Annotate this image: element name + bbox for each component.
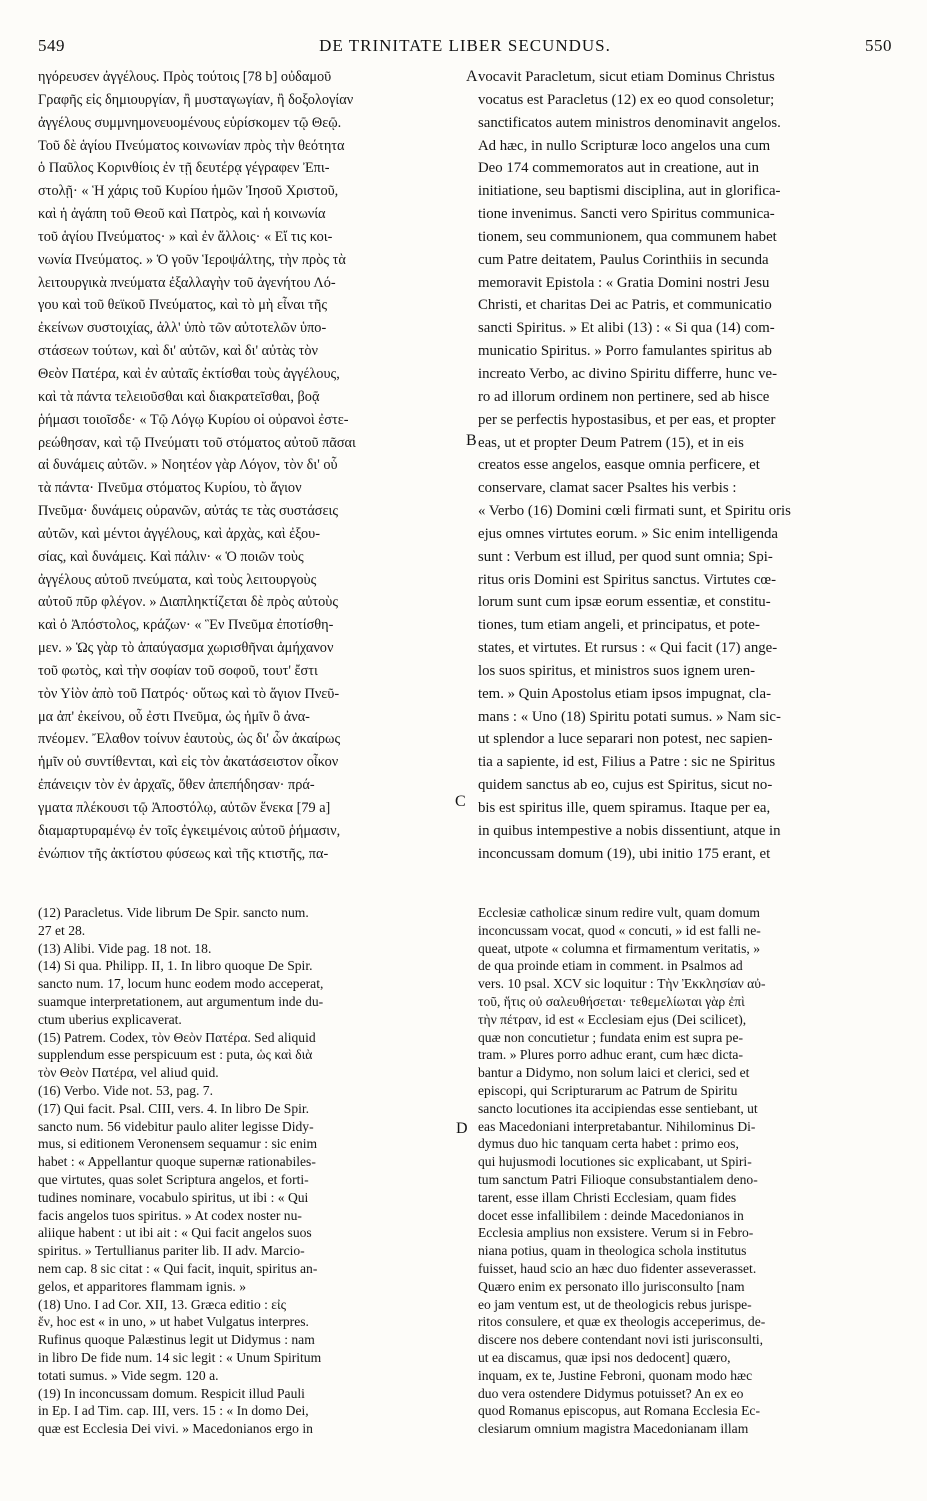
greek-text-line: αἱ δυνάμεις αὐτῶν. » Νοητέον γὰρ Λόγον, τὸν δι' οὗ <box>38 457 338 474</box>
footnote-line: inconcussam vocat, quod « concuti, » id est falli ne- <box>478 922 761 938</box>
latin-text-line: bis est spiritus ille, quem spiramus. Itaque per ea, <box>478 800 771 816</box>
latin-text-line: mans : « Uno (18) Spiritu potati sumus. » Nam sic- <box>478 708 781 725</box>
greek-text-line: στολῇ· « Ἡ χάρις τοῦ Κυρίου ἡμῶν Ἰησοῦ Χριστοῦ, <box>38 183 339 200</box>
footnote-line: Quæro enim ex personato illo jurisconsulto [nam <box>478 1278 745 1294</box>
running-title: DE TRINITATE LIBER SECUNDUS. <box>319 36 611 55</box>
greek-text-line: μα ἀπ' ἐκείνου, οὗ ἐστι Πνεῦμα, ὡς ἡμῖν ὃ ἀνα- <box>38 708 310 725</box>
greek-text-line: αὐτῶν, καὶ μέντοι ἀγγέλους, καὶ ἀρχὰς, καὶ ἐξου- <box>38 525 320 542</box>
footnote-line: quod Romanus episcopus, aut Romana Ecclesia Ec- <box>478 1403 760 1419</box>
footnote-line: duo vera ostendere Didymus potuisset? An ex eo <box>478 1385 744 1401</box>
greek-text-line: γου καὶ τοῦ θεϊκοῦ Πνεύματος, καὶ τὸ μὴ εἶναι τῆς <box>38 297 328 314</box>
latin-text-line: vocavit Paracletum, sicut etiam Dominus Christus <box>478 69 775 85</box>
footnote-line: ἕν, hoc est « in uno, » ut habet Vulgatus interpres. <box>38 1314 309 1330</box>
footnote-line: sancto locutiones ita accipiendas esse sentiebant, ut <box>478 1100 758 1116</box>
latin-text-line: los suos spiritus, et ministros suos ignem uren- <box>478 662 756 679</box>
greek-text-line: ἐκείνων συστοιχίας, ἀλλ' ὑπὸ τῶν αὐτοτελῶν ὑπο- <box>38 320 327 337</box>
footnote-line: (19) In inconcussam domum. Respicit illud Pauli <box>38 1385 305 1401</box>
footnote-line: bantur a Didymo, non solum laici et clerici, sed et <box>478 1065 750 1081</box>
latin-text-line: vocatus est Paracletus (12) ex eo quod consoletur; <box>478 91 775 108</box>
footnote-line: quæ est Ecclesia Dei vivi. » Macedonianos ergo in <box>38 1421 313 1437</box>
greek-text-line: Τοῦ δὲ ἁγίου Πνεύματος κοινωνίαν πρὸς τὴν θεότητα <box>38 137 345 154</box>
latin-text-column <box>478 66 892 866</box>
latin-text-line: « Verbo (16) Domini cœli firmati sunt, et Spiritu oris <box>478 503 791 520</box>
greek-text-line: Γραφῆς εἰς δημιουργίαν, ἢ μυσταγωγίαν, ἢ δοξολογίαν <box>38 91 354 108</box>
latin-text-line: ut splendor a luce separari non potest, nec sapien- <box>478 731 773 748</box>
footnote-line: gelos, et apparitores flammam ignis. » <box>38 1278 247 1294</box>
greek-text-line: ὁ Παῦλος Κορινθίοις ἐν τῇ δευτέρᾳ γέγραφεν Ἐπι- <box>38 160 330 177</box>
latin-text-line: Christi, et charitas Dei ac Patris, et communicatio <box>478 297 772 314</box>
footnote-line: ut ea discamus, quæ ipsi nos dedocent] quæro, <box>478 1349 731 1365</box>
footnote-line: mus, si editionem Veronensem sequamur : sic enim <box>38 1136 318 1152</box>
greek-text-line: διαμαρτυραμένῳ ἐν τοῖς ἐγκειμένοις αὐτοῦ ῥήμασιν, <box>38 822 341 839</box>
footnote-line: Ecclesia amplius non exsistere. Verum si in Febro- <box>478 1225 754 1241</box>
footnote-line: (12) Paracletus. Vide librum De Spir. sancto num. <box>38 905 309 920</box>
footnote-line: in Ep. I ad Tim. cap. III, vers. 15 : « In domo Dei, <box>38 1403 309 1419</box>
greek-text-line: ἐπάνειςιν τὸν ἐν ἀρχαῖς, ὅθεν ἀπεπήδησαν· πρά- <box>38 777 315 794</box>
footnote-line: inquam, ex te, Justine Febroni, quonam modo hæc <box>478 1367 753 1383</box>
footnote-line: nem cap. 8 sic citat : « Qui facit, inquit, spiritus an- <box>38 1260 318 1276</box>
latin-text-line: eas, ut et propter Deum Patrem (15), et in eis <box>478 434 744 451</box>
latin-text-line: states, et virtutes. Et rursus : « Qui facit (17) ange- <box>478 640 778 657</box>
latin-text-line: inconcussam domum (19), ubi initio 175 erant, et <box>478 845 771 862</box>
footnote-line: τὸν Θεὸν Πατέρα, vel aliud quid. <box>38 1065 219 1081</box>
footnote-line: de qua proinde etiam in comment. in Psalmos ad <box>478 958 743 974</box>
greek-text-line: καὶ τὰ πάντα τελειοῦσθαι καὶ διακρατεῖσθαι, βοᾷ <box>38 388 320 405</box>
footnote-line: dymus duo hic tanquam certa habet : primo eos, <box>478 1136 739 1152</box>
greek-text-line: τοῦ ἁγίου Πνεύματος· » καὶ ἐν ἄλλοις· « Εἴ τις κοι- <box>38 228 333 245</box>
footnote-line: (18) Uno. I ad Cor. XII, 13. Græca editio : εἰς <box>38 1296 287 1312</box>
footnote-line: (13) Alibi. Vide pag. 18 not. 18. <box>38 940 212 956</box>
page-number-left: 549 <box>38 36 65 55</box>
greek-text-line: αὐτοῦ πῦρ φλέγον. » Διαπληκτίζεται δὲ πρὸς αὐτοὺς <box>38 594 338 611</box>
footnote-line: suamque interpretationem, aut argumentum inde du- <box>38 993 324 1009</box>
footnote-line: 27 et 28. <box>38 922 86 938</box>
greek-text-line: μεν. » Ὡς γὰρ τὸ ἀπαύγασμα χωρισθῆναι ἀμήχανον <box>38 640 334 657</box>
latin-text-line: tionem, seu communionem, qua communem habet <box>478 228 777 245</box>
greek-text-line: σίας, καὶ δυνάμεις. Καὶ πάλιν· « Ὁ ποιῶν τοὺς <box>38 548 304 565</box>
greek-text-line: τὸν Υἱὸν ἀπὸ τοῦ Πατρός· οὕτως καὶ τὸ ἅγιον Πνεῦ- <box>38 685 340 702</box>
latin-text-line: ro ad illorum ordinem non pertinere, sed ab hisce <box>478 388 770 405</box>
footnote-line: (17) Qui facit. Psal. CIII, vers. 4. In libro De Spir. <box>38 1100 310 1116</box>
latin-text-line: creatos esse angelos, easque omnia perficere, et <box>478 457 760 474</box>
footnote-line: Rufinus quoque Palæstinus legit ut Didymus : nam <box>38 1332 315 1348</box>
greek-text-line: Θεὸν Πατέρα, καὶ ἐν αὐταῖς ἐκτίσθαι τοὺς ἀγγέλους, <box>38 365 340 382</box>
greek-text-line: Πνεῦμα· δυνάμεις οὐρανῶν, αὐτάς τε τὰς συστάσεις <box>38 503 339 520</box>
footnote-line: tarent, esse illam Christi Ecclesiam, quam fides <box>478 1189 737 1205</box>
greek-text-line: ρεώθησαν, καὶ τῷ Πνεύματι τοῦ στόματος αὐτοῦ πᾶσαι <box>38 434 356 451</box>
footnote-line: qui hujusmodi locutiones sic explicabant, ut Spiri- <box>478 1154 752 1170</box>
greek-text-line: ἀγγέλους συμμνημονευομένους εὑρίσκομεν τῷ Θεῷ. <box>38 114 342 131</box>
latin-text-line: tione invenimus. Sancti vero Spiritus communica- <box>478 206 775 223</box>
greek-text-line: τοῦ φωτὸς, καὶ τὴν σοφίαν τοῦ σοφοῦ, τουτ' ἔστι <box>38 662 318 679</box>
latin-text-line: ejus omnes virtutes eorum. » Sic enim intelligenda <box>478 525 778 542</box>
latin-text-line: Deo 174 commemoratos aut in creatione, aut in <box>478 160 760 177</box>
page-number-right: 550 <box>865 36 892 55</box>
running-header <box>38 36 892 60</box>
footnote-line: ctum uberius explicaverat. <box>38 1011 182 1027</box>
footnote-line: supplendum esse perspicuum est : puta, ὡς καὶ διὰ <box>38 1047 313 1063</box>
footnote-line: clesiarum omnium magistra Macedonianam illam <box>478 1421 749 1437</box>
greek-text-line: καὶ ὁ Ἀπόστολος, κράζων· « Ἓν Πνεῦμα ἐποτίσθη- <box>38 617 334 634</box>
greek-text-line: ἐνώπιον τῆς ἀκτίστου φύσεως καὶ τῆς κτιστῆς, πα- <box>38 845 329 862</box>
footnote-line: totati sumus. » Vide segm. 120 a. <box>38 1367 219 1383</box>
footnote-line: Ecclesiæ catholicæ sinum redire vult, quam domum <box>478 905 761 920</box>
latin-text-line: conservare, clamat sacer Psaltes his verbis : <box>478 480 737 497</box>
footnote-line: eo jam ventum est, ut de theologicis rebus jurispe- <box>478 1296 752 1312</box>
greek-text-line: ἀγγέλους αὐτοῦ πνεύματα, καὶ τοὺς λειτουργοὺς <box>38 571 317 588</box>
latin-text-line: in quibus intempestive a nobis dissentiunt, atque in <box>478 822 781 839</box>
margin-letter-d: D <box>456 1120 468 1137</box>
footnote-line: sancto num. 56 videbitur paulo aliter legisse Didy- <box>38 1118 314 1134</box>
footnote-line: fuisset, haud scio an hæc duo fidenter asseverasset. <box>478 1260 757 1276</box>
latin-text-line: tiones, tum etiam angeli, et principatus, et pote- <box>478 617 760 634</box>
latin-text-line: sanctificatos autem ministros denominavit angelos. <box>478 114 781 131</box>
footnote-line: habet : « Appellantur quoque supernæ rationabiles- <box>38 1154 316 1170</box>
greek-text-line: νωνία Πνεύματος. » Ὁ γοῦν Ἱεροψάλτης, τὴν πρὸς τὰ <box>38 251 346 268</box>
footnote-line: in libro De fide num. 14 sic legit : « Unum Spiritum <box>38 1349 322 1365</box>
footnote-line: tum sanctum Patri Filioque consubstantialem deno- <box>478 1171 758 1187</box>
latin-text-line: cum Patre deitatem, Paulus Corinthiis in secunda <box>478 251 769 268</box>
footnote-line: tram. » Plures porro adhuc erant, cum hæc dicta- <box>478 1047 743 1063</box>
footnote-line: (15) Patrem. Codex, τὸν Θεὸν Πατέρα. Sed aliquid <box>38 1029 316 1045</box>
latin-text-line: memoravit Epistola : « Gratia Domini nostri Jesu <box>478 274 770 291</box>
latin-text-line: per se perfectis hypostasibus, et per eas, et propter <box>478 411 776 428</box>
latin-text-line: initiatione, seu baptismi disciplina, aut in glorifica- <box>478 183 781 200</box>
latin-text-line: sancti Spiritus. » Et alibi (13) : « Si qua (14) com- <box>478 320 775 337</box>
latin-text-line: tia a sapiente, id est, Filius a Patre : sic ne Spiritus <box>478 754 776 771</box>
footnotes-left-column <box>38 904 462 1438</box>
latin-text-line: municatio Spiritus. » Porro famulantes spiritus ab <box>478 343 772 360</box>
footnote-line: ritos consulere, et quæ ex theologis acceperimus, de- <box>478 1314 766 1330</box>
greek-text-line: ἡμῖν οὐ συντίθενται, καὶ εἰς τὸν ἀκατάσειστον οἶκον <box>38 754 339 771</box>
footnote-line: vers. 10 psal. XCV sic loquitur : Τὴν Ἐκκλησίαν αὐ- <box>478 976 766 992</box>
margin-letter-b: B <box>466 432 477 449</box>
footnote-line: (16) Verbo. Vide not. 53, pag. 7. <box>38 1082 213 1098</box>
footnote-line: τὴν πέτραν, id est « Ecclesiam ejus (Dei scilicet), <box>478 1011 747 1027</box>
margin-letter-a: A <box>466 68 478 85</box>
footnote-line: eas Macedoniani interpretabantur. Nihilominus Di- <box>478 1118 756 1134</box>
greek-text-line: λειτουργικὰ πνεύματα ἐξαλλαγὴν τοῦ ἀγενήτου Λό- <box>38 274 336 291</box>
footnote-line: tudines nominare, vocabulo spiritus, ut ibi : « Qui <box>38 1189 309 1205</box>
footnote-line: episcopi, qui Scripturarum ac Patrum de Spiritu <box>478 1082 738 1098</box>
footnote-line: docet esse infallibilem : deinde Macedonianos in <box>478 1207 744 1223</box>
footnote-line: niana potius, quam in theologica schola institutus <box>478 1243 747 1259</box>
latin-text-line: Ad hæc, in nullo Scripturæ loco angelos una cum <box>478 137 771 154</box>
footnote-line: quæ non concutietur ; fundata enim est supra pe- <box>478 1029 744 1045</box>
greek-text-line: στάσεων τούτων, καὶ δι' αὐτῶν, καὶ δι' αὐτὰς τὸν <box>38 343 319 360</box>
latin-text-line: sunt : Verbum est illud, per quod sunt omnia; Spi- <box>478 548 773 565</box>
greek-text-line: τὰ πάντα· Πνεῦμα στόματος Κυρίου, τὸ ἅγιον <box>38 480 302 497</box>
latin-text-line: quidem sanctus ab eo, cujus est Spiritus, sicut no- <box>478 777 773 794</box>
greek-text-line: καὶ ἡ ἀγάπη τοῦ Θεοῦ καὶ Πατρὸς, καὶ ἡ κοινωνία <box>38 206 326 223</box>
greek-text-line: ῥήμασι τοιοῖσδε· « Τῷ Λόγῳ Κυρίου οἱ οὐρανοὶ ἐστε- <box>38 411 349 428</box>
footnote-line: spiritus. » Tertullianus pariter lib. II adv. Marcio- <box>38 1243 305 1259</box>
greek-text-line: ηγόρευσεν ἀγγέλους. Πρὸς τούτοις [78 b] οὐδαμοῦ <box>38 69 332 85</box>
footnote-line: queat, utpote « columna et firmamentum veritatis, » <box>478 940 760 956</box>
footnote-line: (14) Si qua. Philipp. II, 1. In libro quoque De Spir. <box>38 958 313 974</box>
footnote-line: τοῦ, ἥτις οὐ σαλευθήσεται· τεθεμελίωται γὰρ ἐπὶ <box>478 993 745 1009</box>
greek-text-column <box>38 66 465 866</box>
greek-text-line: πνέομεν. Ἔλαθον τοίνυν ἑαυτοὺς, ὡς δι' ὧν ἀκαίρως <box>38 731 341 748</box>
footnote-line: aliique habent : ut ibi ait : « Qui facit angelos suos <box>38 1225 312 1241</box>
latin-text-line: lorum sunt cum ipsæ eorum essentiæ, et constitu- <box>478 594 771 611</box>
margin-letter-c: C <box>455 793 466 810</box>
latin-text-line: ritus oris Domini est Spiritus sanctus. Virtutes cœ- <box>478 571 777 588</box>
footnote-line: que virtutes, quas solet Scriptura angelos, et forti- <box>38 1171 309 1187</box>
greek-text-line: γματα πλέκουσι τῷ Ἀποστόλῳ, αὐτῶν ἕνεκα [79 a] <box>38 800 331 816</box>
footnote-line: sancto num. 17, locum hunc eodem modo acceperat, <box>38 976 324 992</box>
footnote-line: facis angelos tuos spiritus. » At codex noster nu- <box>38 1207 302 1223</box>
footnote-line: discere nos debere contendant novi isti jurisconsulti, <box>478 1332 764 1348</box>
latin-text-line: tem. » Quin Apostolus etiam ipsos impugnat, cla- <box>478 685 772 702</box>
footnotes-right-column <box>478 904 892 1438</box>
latin-text-line: increato Verbo, ac divino Spiritu differre, hunc ve- <box>478 365 777 382</box>
